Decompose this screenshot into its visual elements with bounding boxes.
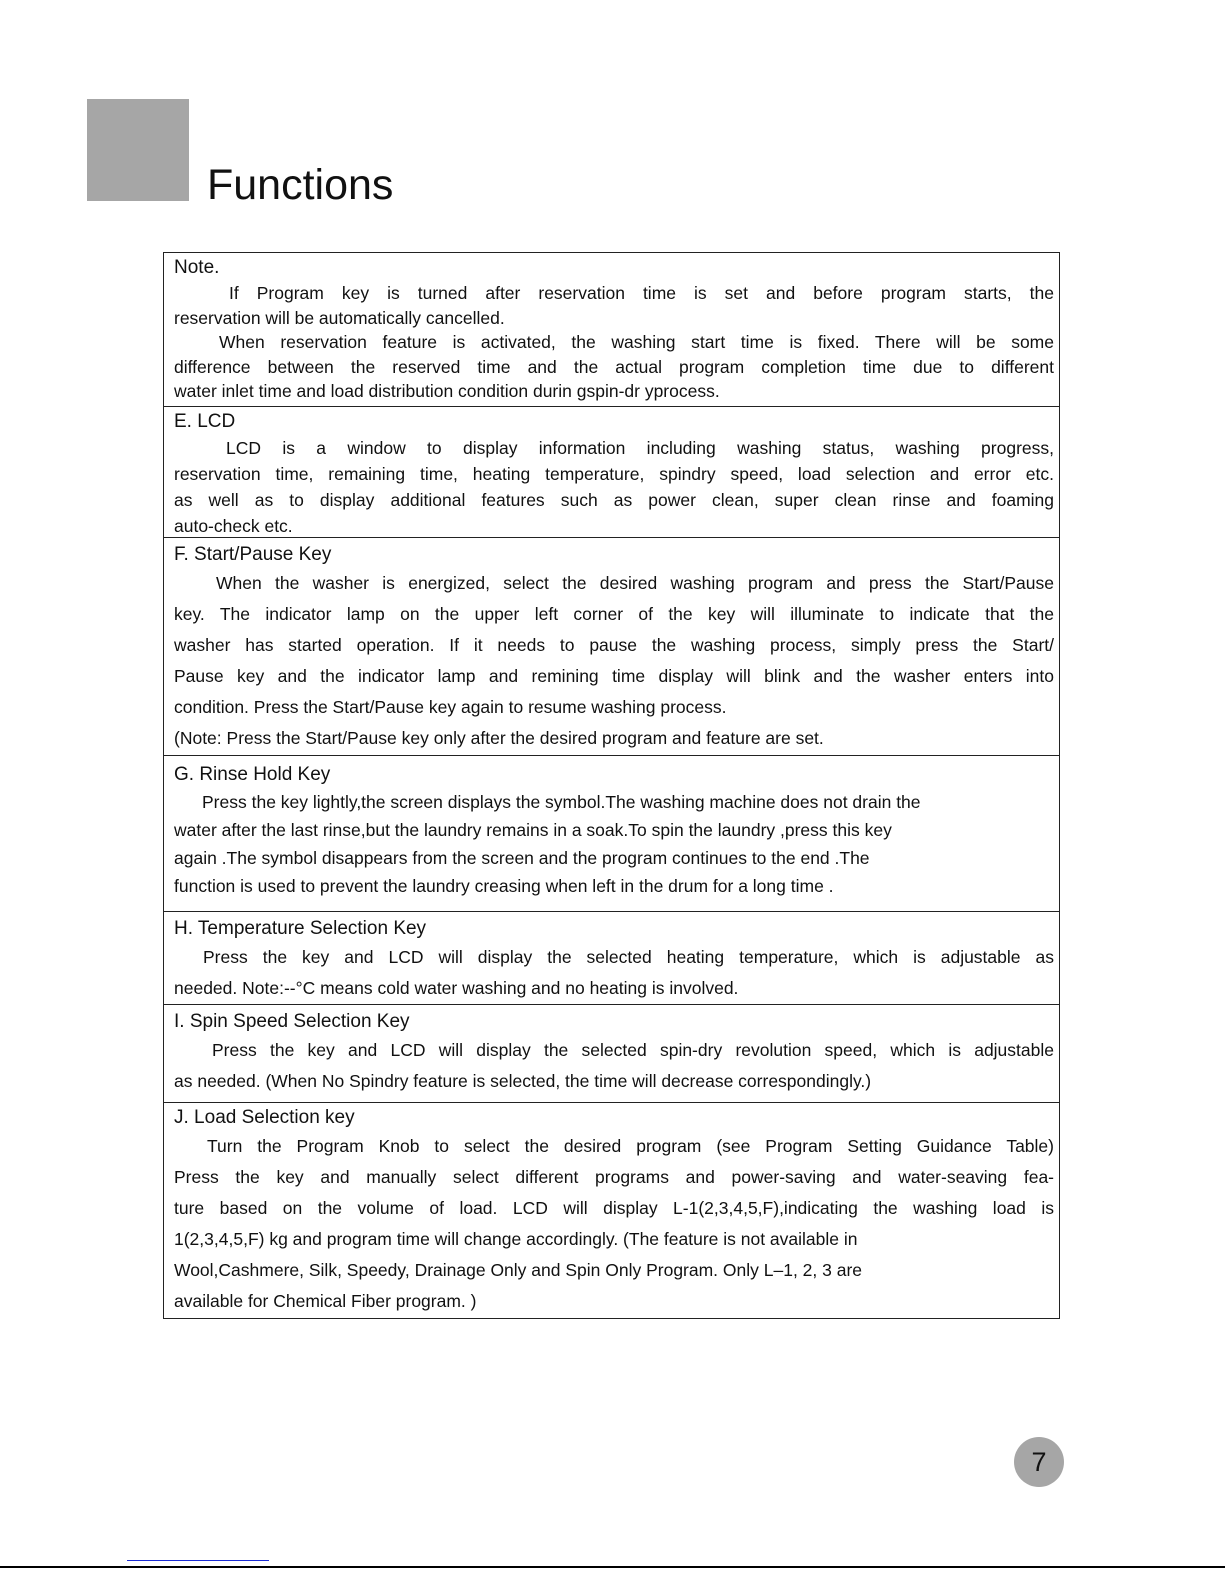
section-heading: H. Temperature Selection Key (174, 918, 427, 939)
page-number-badge: 7 (1014, 1437, 1064, 1487)
section-heading: J. Load Selection key (174, 1107, 355, 1128)
text-line: Press the key lightly,the screen displays the symbol.The washing machine does not drain the (202, 792, 921, 812)
section-heading: Note. (174, 257, 220, 278)
text-line: available for Chemical Fiber program. ) (174, 1291, 477, 1311)
text-line: reservation time, remaining time, heating temperature, spindry speed, load selection and error etc. (174, 464, 1054, 484)
section-heading: G. Rinse Hold Key (174, 764, 331, 785)
text-line: as well as to display additional features such as power clean, super clean rinse and foaming (174, 490, 1054, 510)
section-temperature (164, 912, 1059, 1005)
text-line: needed. Note:--°C means cold water washing and no heating is involved. (174, 978, 739, 998)
text-line: If Program key is turned after reservation time is set and before program starts, the (229, 283, 1054, 303)
text-line: Press the key and LCD will display the selected spin-dry revolution speed, which is adjustable (212, 1040, 1054, 1060)
text-line: washer has started operation. If it needs to pause the washing process, simply press the Start/ (174, 635, 1054, 655)
text-line: function is used to prevent the laundry creasing when left in the drum for a long time . (174, 876, 834, 896)
text-line: reservation will be automatically cancelled. (174, 307, 505, 328)
text-line: Turn the Program Knob to select the desired program (see Program Setting Guidance Table) (207, 1136, 1054, 1156)
bottom-rule (0, 1566, 1225, 1568)
section-load (164, 1103, 1059, 1319)
text-line: key. The indicator lamp on the upper left corner of the key will illuminate to indicate that the (174, 604, 1054, 624)
text-line: Pause key and the indicator lamp and remining time display will blink and the washer enters into (174, 666, 1054, 686)
section-start-pause (164, 538, 1059, 756)
section-heading: F. Start/Pause Key (174, 544, 332, 565)
section-marker-square (87, 99, 189, 201)
text-line: When the washer is energized, select the desired washing program and press the Start/Pause (216, 573, 1054, 593)
link-underline (127, 1560, 269, 1561)
text-line: water inlet time and load distribution condition durin gspin-dr yprocess. (174, 381, 720, 401)
functions-table (163, 252, 1060, 1319)
text-line: water after the last rinse,but the laundry remains in a soak.To spin the laundry ,press this key (174, 820, 892, 840)
text-line: auto-check etc. (174, 516, 293, 536)
text-line: When reservation feature is activated, the washing start time is fixed. There will be some (219, 332, 1054, 352)
section-spin-speed (164, 1005, 1059, 1103)
text-line: again .The symbol disappears from the screen and the program continues to the end .The (174, 848, 870, 868)
text-line: Press the key and manually select different programs and power-saving and water-seaving fea- (174, 1167, 1054, 1187)
text-line: condition. Press the Start/Pause key again to resume washing process. (174, 697, 727, 717)
text-line: 1(2,3,4,5,F) kg and program time will change accordingly. (The feature is not available in (174, 1229, 858, 1249)
text-line: LCD is a window to display information including washing status, washing progress, (226, 438, 1054, 458)
page-title: Functions (207, 161, 394, 209)
text-line: as needed. (When No Spindry feature is selected, the time will decrease correspondingly.) (174, 1071, 872, 1091)
section-lcd (164, 407, 1059, 538)
text-line: (Note: Press the Start/Pause key only after the desired program and feature are set. (174, 728, 824, 748)
section-note (164, 253, 1059, 407)
text-line: ture based on the volume of load. LCD will display L-1(2,3,4,5,F),indicating the washing load is (174, 1198, 1054, 1218)
section-heading: E. LCD (174, 411, 236, 432)
text-line: Press the key and LCD will display the selected heating temperature, which is adjustable as (203, 947, 1054, 967)
section-heading: I. Spin Speed Selection Key (174, 1011, 410, 1032)
text-line: Wool,Cashmere, Silk, Speedy, Drainage Only and Spin Only Program. Only L–1, 2, 3 are (174, 1260, 863, 1280)
section-rinse-hold (164, 756, 1059, 912)
text-line: difference between the reserved time and the actual program completion time due to different (174, 356, 1054, 377)
